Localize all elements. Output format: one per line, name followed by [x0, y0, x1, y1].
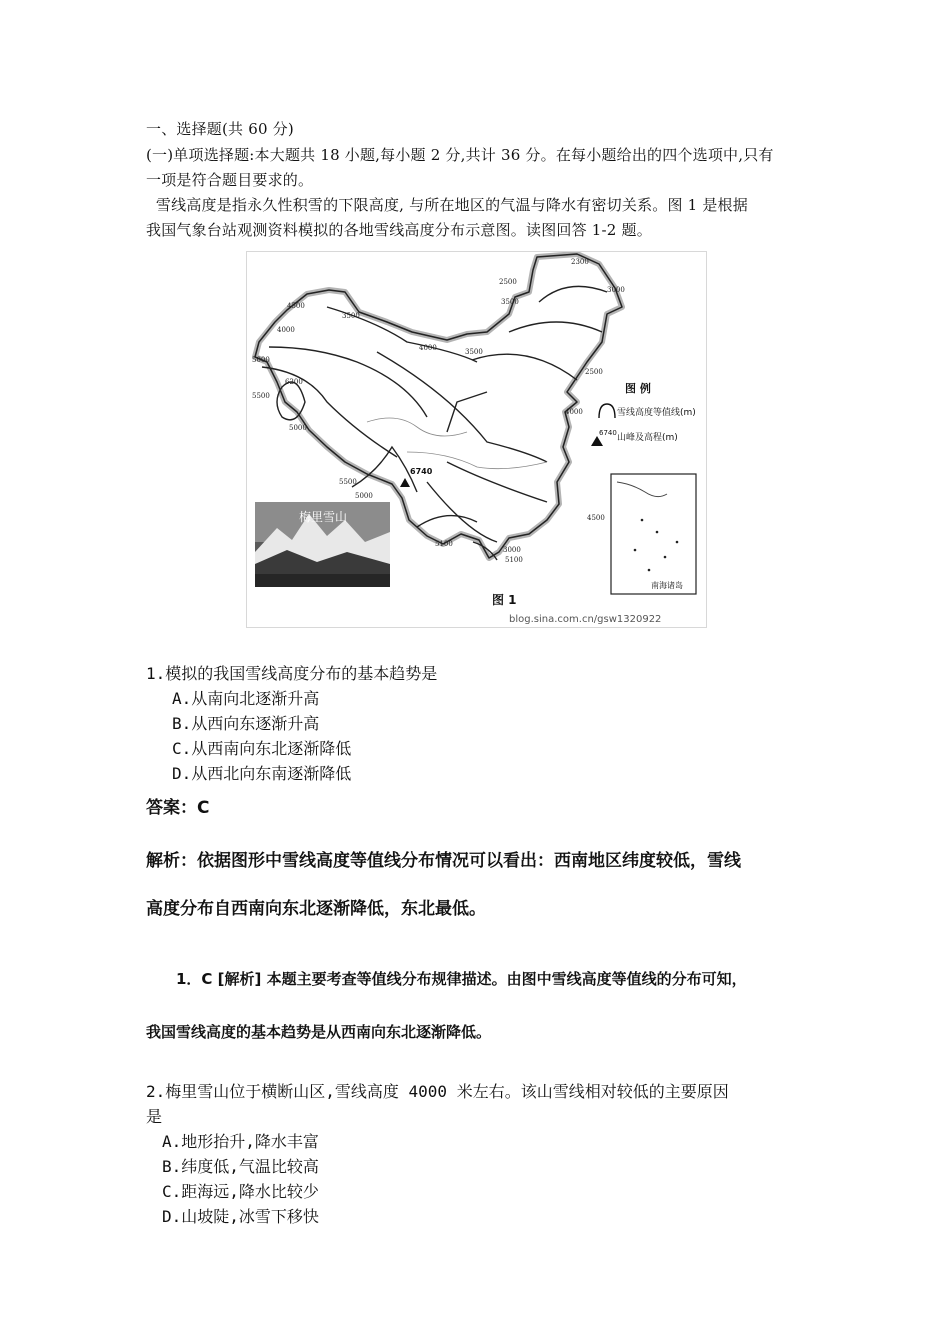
stem-line1: 雪线高度是指永久性积雪的下限高度, 与所在地区的气温与降水有密切关系。图 1 是根据 — [146, 196, 748, 214]
contour-label: 5000 — [289, 424, 307, 432]
contour-label: 3500 — [342, 312, 360, 320]
contour-label: 2300 — [571, 258, 589, 266]
q2-stem-line2: 是 — [146, 1107, 163, 1126]
legend-peak-label: 山峰及高程(m) — [617, 433, 678, 443]
q1-analysis-line2: 高度分布自西南向东北逐渐降低，东北最低。 — [146, 899, 486, 919]
q1-analysis-line1: 解析：依据图形中雪线高度等值线分布情况可以看出：西南地区纬度较低，雪线 — [146, 851, 741, 871]
q2-option-b[interactable]: B.纬度低,气温比较高 — [162, 1157, 319, 1176]
q1-option-d[interactable]: D.从西北向东南逐渐降低 — [172, 764, 352, 783]
sub-instruction-line2: 一项是符合题目要求的。 — [146, 171, 314, 189]
q1-option-a[interactable]: A.从南向北逐渐升高 — [172, 689, 320, 708]
contour-label: 3500 — [465, 348, 483, 356]
contour-label: 5000 — [355, 492, 373, 500]
contour-label: 3500 — [501, 298, 519, 306]
stem-line2: 我国气象台站观测资料模拟的各地雪线高度分布示意图。读图回答 1-2 题。 — [146, 221, 652, 239]
legend-peak-value: 6740 — [599, 429, 617, 437]
contour-label: 4000 — [419, 344, 437, 352]
contour-label: 3000 — [503, 546, 521, 554]
contour-label: 5100 — [505, 556, 523, 564]
contour-label: 3000 — [607, 286, 625, 294]
q1-note-line1: 1．C [解析] 本题主要考查等值线分布规律描述。由图中雪线高度等值线的分布可知， — [176, 970, 747, 988]
contour-label: 2500 — [585, 368, 603, 376]
contour-label: 5100 — [435, 540, 453, 548]
legend-isoline-label: 雪线高度等值线(m) — [617, 408, 696, 418]
contour-label: 2500 — [499, 278, 517, 286]
peak-marker — [400, 478, 410, 487]
snowline-map-figure — [246, 251, 707, 628]
figure-label: 图 1 — [492, 593, 517, 607]
sub-instruction-line1: (一)单项选择题:本大题共 18 小题,每小题 2 分,共计 36 分。在每小题给出的四个选项中,只有 — [146, 146, 774, 164]
q1-answer: 答案：C — [146, 798, 210, 818]
legend-isoline-symbol — [599, 404, 615, 418]
inset-label: 南海诸岛 — [651, 581, 683, 590]
legend-title: 图 例 — [625, 382, 651, 395]
q1-option-b[interactable]: B.从西向东逐渐升高 — [172, 714, 320, 733]
contour-label: 4500 — [587, 514, 605, 522]
contour-label: 4000 — [277, 326, 295, 334]
peak-label: 6740 — [410, 467, 433, 476]
q1-stem: 1.模拟的我国雪线高度分布的基本趋势是 — [146, 664, 438, 683]
contour-label: 4000 — [565, 408, 583, 416]
q2-option-a[interactable]: A.地形抬升,降水丰富 — [162, 1132, 319, 1151]
contour-label: 5500 — [252, 392, 270, 400]
contour-label: 4500 — [287, 302, 305, 310]
section-title: 一、选择题(共 60 分) — [146, 120, 294, 138]
q2-stem-line1: 2.梅里雪山位于横断山区,雪线高度 4000 米左右。该山雪线相对较低的主要原因 — [146, 1082, 729, 1101]
contour-label: 6200 — [285, 378, 303, 386]
inset-box — [611, 474, 696, 594]
contour-label: 5500 — [339, 478, 357, 486]
watermark: blog.sina.com.cn/gsw1320922 — [509, 614, 662, 625]
q1-note-line2: 我国雪线高度的基本趋势是从西南向东北逐渐降低。 — [146, 1023, 492, 1041]
photo-caption: 梅里雪山 — [299, 510, 348, 524]
contour-label: 5000 — [252, 356, 270, 364]
legend-peak-symbol — [591, 436, 603, 446]
q2-option-d[interactable]: D.山坡陡,冰雪下移快 — [162, 1207, 319, 1226]
q2-option-c[interactable]: C.距海远,降水比较少 — [162, 1182, 319, 1201]
q1-option-c[interactable]: C.从西南向东北逐渐降低 — [172, 739, 352, 758]
